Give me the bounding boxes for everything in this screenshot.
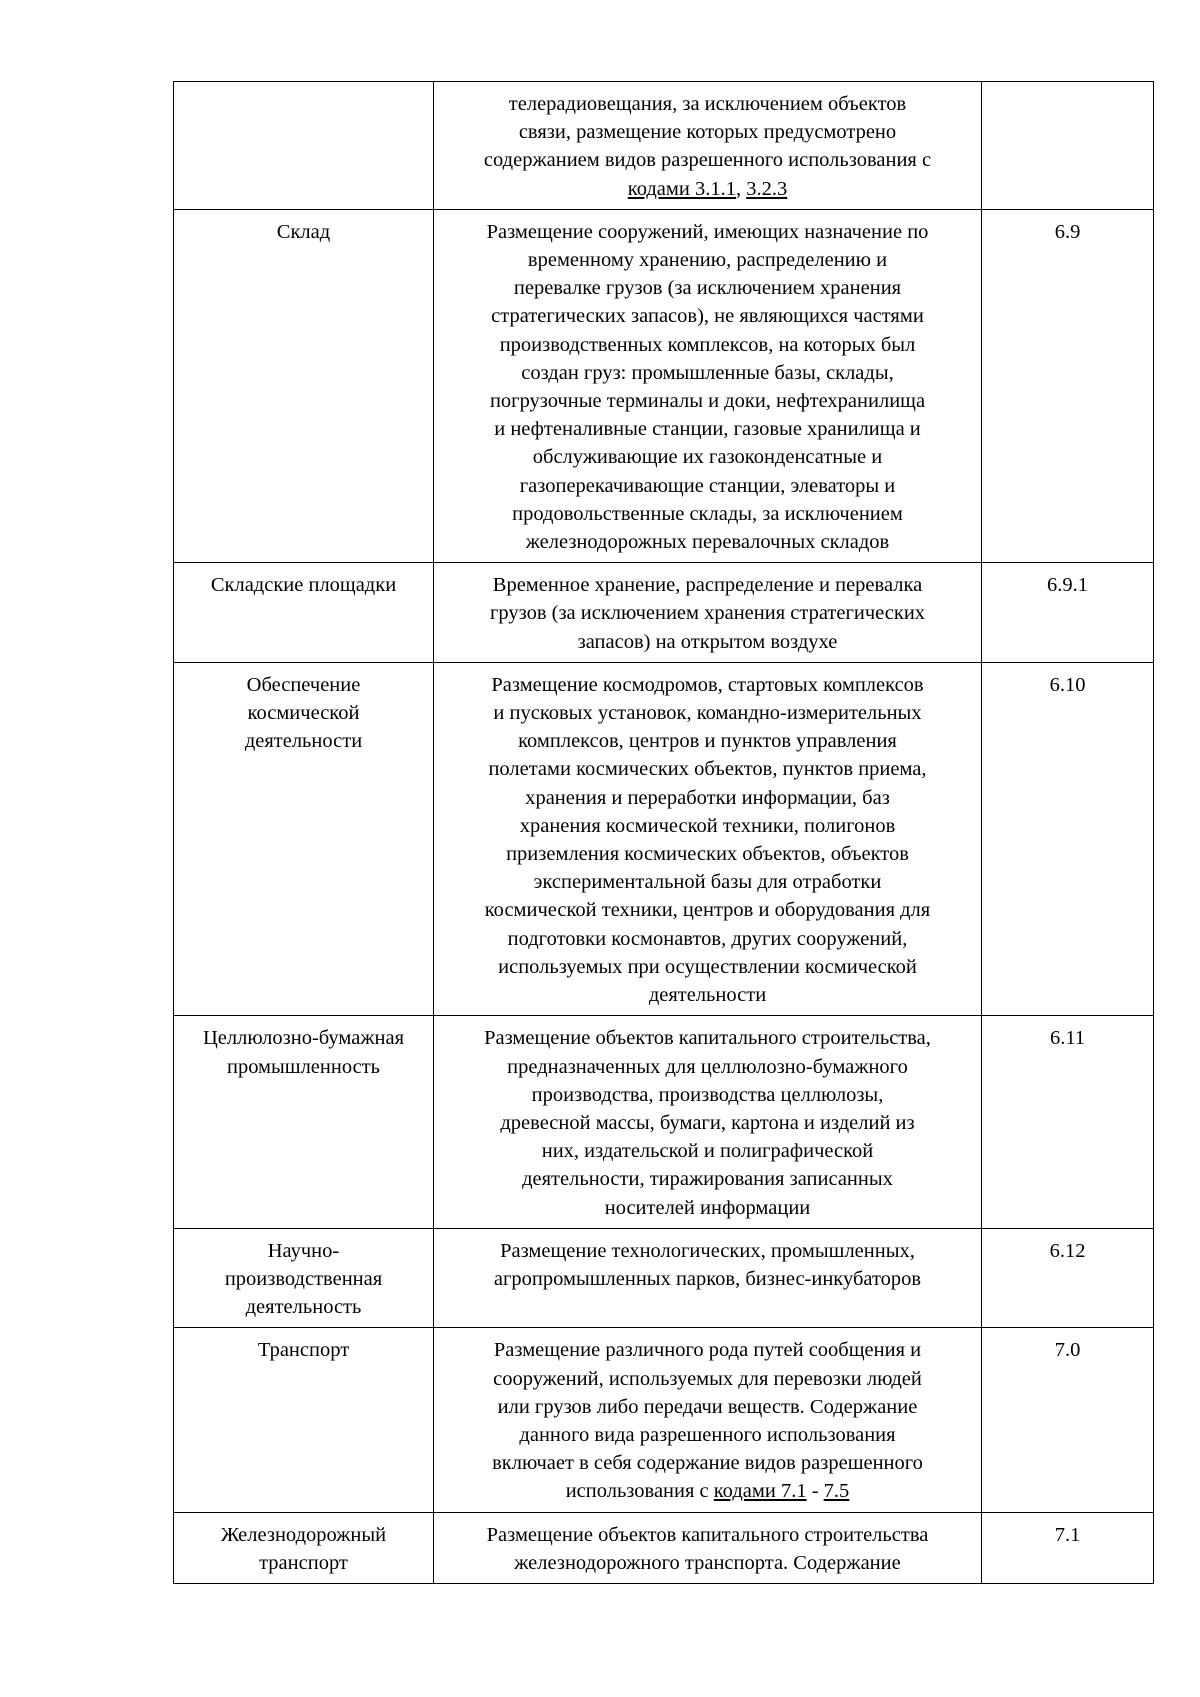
use-description-line: хранения и переработки информации, баз xyxy=(525,786,890,809)
link-prefix-text: использования с xyxy=(565,1480,714,1503)
use-code-value: 7.0 xyxy=(1054,1339,1081,1362)
land-use-table xyxy=(173,81,1154,1584)
use-description-line: или грузов либо передачи веществ. Содержание xyxy=(497,1395,918,1418)
use-description-line: создан груз: промышленные базы, склады, xyxy=(521,361,894,384)
use-type-name-line: Транспорт xyxy=(257,1339,350,1362)
use-description-line: деятельности xyxy=(648,984,767,1007)
use-code-cell xyxy=(982,662,1154,1015)
use-description-line: стратегических запасов), не являющихся частями xyxy=(491,305,924,328)
use-description-line: древесной массы, бумаги, картона и изделий из xyxy=(500,1111,915,1134)
use-code-cell xyxy=(982,1228,1154,1328)
use-description-line: Размещение сооружений, имеющих назначение по xyxy=(486,220,929,243)
use-description-line: Размещение объектов капитального строительства xyxy=(486,1523,929,1546)
use-description-line: Временное хранение, распределение и перевалка xyxy=(492,574,923,597)
use-type-name-cell xyxy=(174,563,434,663)
use-type-name-cell xyxy=(174,1228,434,1328)
use-description-line: Размещение технологических, промышленных, xyxy=(500,1239,915,1262)
use-description-line: носителей информации xyxy=(604,1196,811,1219)
use-description-line: запасов) на открытом воздухе xyxy=(577,630,838,653)
use-description-line-with-links xyxy=(438,1477,977,1505)
table-body xyxy=(174,82,1154,1584)
use-code-cell xyxy=(982,563,1154,663)
use-code-value: 6.9 xyxy=(1054,220,1081,243)
use-type-name-line: производственная xyxy=(224,1267,383,1290)
use-code-cell xyxy=(982,1328,1154,1512)
table-row xyxy=(174,1228,1154,1328)
table-row xyxy=(174,1016,1154,1228)
use-description-line: и пусковых установок, командно-измерительных xyxy=(493,702,922,725)
use-description-line: содержанием видов разрешенного использования с xyxy=(483,149,932,172)
table-row xyxy=(174,1328,1154,1512)
use-description-cell xyxy=(434,1016,982,1228)
use-description-line: и нефтеналивные станции, газовые хранилища и xyxy=(494,418,921,441)
use-description-line: них, издательской и полиграфической xyxy=(541,1140,874,1163)
use-description-line: временному хранению, распределению и xyxy=(527,249,888,272)
use-description-line: перевалке грузов (за исключением хранения xyxy=(513,277,902,300)
use-description-line: комплексов, центров и пунктов управления xyxy=(518,730,897,753)
link-separator-text: , xyxy=(735,177,747,200)
use-type-name-line: Склад xyxy=(276,220,331,243)
use-type-name-line: Складские площадки xyxy=(210,574,397,597)
use-code-cell xyxy=(982,1512,1154,1583)
code-reference-link[interactable]: кодами 7.1 xyxy=(713,1480,807,1503)
use-code-value: 6.9.1 xyxy=(1047,574,1088,597)
use-description-cell xyxy=(434,82,982,210)
use-code-cell xyxy=(982,209,1154,562)
use-description-line: железнодорожных перевалочных складов xyxy=(525,531,890,554)
use-code-value: 7.1 xyxy=(1054,1523,1081,1546)
code-reference-link[interactable]: 7.5 xyxy=(823,1480,850,1503)
use-description-line: космической техники, центров и оборудования для xyxy=(484,899,931,922)
code-reference-link[interactable]: кодами 3.1.1 xyxy=(627,177,736,200)
use-description-line: телерадиовещания, за исключением объектов xyxy=(508,93,907,115)
use-description-line: подготовки космонавтов, других сооружений, xyxy=(507,927,908,950)
table-row xyxy=(174,82,1154,210)
use-description-cell xyxy=(434,1228,982,1328)
use-description-line: данного вида разрешенного использования xyxy=(519,1423,896,1446)
use-description-line: погрузочные терминалы и доки, нефтехранилища xyxy=(489,390,926,413)
use-description-line: газоперекачивающие станции, элеваторы и xyxy=(519,474,896,497)
use-description-cell xyxy=(434,1512,982,1583)
use-description-line: экспериментальной базы для отработки xyxy=(533,871,882,894)
use-description-line: предназначенных для целлюлозно-бумажного xyxy=(507,1055,908,1078)
use-description-line: железнодорожного транспорта. Содержание xyxy=(514,1551,901,1574)
use-description-line: хранения космической техники, полигонов xyxy=(519,814,896,837)
use-type-name-cell xyxy=(174,1512,434,1583)
table-row xyxy=(174,662,1154,1015)
use-description-line: Размещение различного рода путей сообщения и xyxy=(493,1339,922,1362)
use-description-line: включает в себя содержание видов разрешенного xyxy=(492,1452,923,1475)
use-type-name-line: промышленность xyxy=(226,1055,381,1078)
use-description-line: агропромышленных парков, бизнес-инкубаторов xyxy=(493,1267,922,1290)
use-type-name-line: Целлюлозно-бумажная xyxy=(202,1027,405,1050)
table-row xyxy=(174,563,1154,663)
use-type-name-cell xyxy=(174,82,434,210)
link-separator-text: - xyxy=(806,1480,824,1503)
use-type-name-cell xyxy=(174,1016,434,1228)
use-description-line: продовольственные склады, за исключением xyxy=(512,502,903,525)
use-description-cell xyxy=(434,1328,982,1512)
use-description-line: Размещение космодромов, стартовых комплексов xyxy=(491,673,924,696)
use-description-line: приземления космических объектов, объектов xyxy=(506,843,909,866)
code-reference-link[interactable]: 3.2.3 xyxy=(746,177,788,200)
use-description-line: Размещение объектов капитального строительства, xyxy=(484,1027,931,1050)
use-type-name-line: космической xyxy=(247,702,360,725)
use-description-line: производства, производства целлюлозы, xyxy=(531,1083,884,1106)
use-description-line: производственных комплексов, на которых был xyxy=(499,333,916,356)
use-description-line: сооружений, используемых для перевозки людей xyxy=(493,1367,922,1390)
use-type-name-line: Обеспечение xyxy=(246,673,361,696)
table-row xyxy=(174,1512,1154,1583)
use-code-value: 6.12 xyxy=(1049,1239,1086,1262)
use-description-cell xyxy=(434,662,982,1015)
use-description-cell xyxy=(434,209,982,562)
use-type-name-line: деятельность xyxy=(245,1296,362,1319)
use-description-line: связи, размещение которых предусмотрено xyxy=(518,121,897,144)
use-description-line: используемых при осуществлении космической xyxy=(498,955,917,978)
use-description-line-with-links xyxy=(438,175,977,203)
use-type-name-cell xyxy=(174,1328,434,1512)
use-code-cell xyxy=(982,1016,1154,1228)
use-code-cell xyxy=(982,82,1154,210)
use-description-line: деятельности, тиражирования записанных xyxy=(522,1168,893,1191)
table-row xyxy=(174,209,1154,562)
use-code-value: 6.10 xyxy=(1049,673,1086,696)
use-description-line: обслуживающие их газоконденсатные и xyxy=(532,446,883,469)
use-code-value: 6.11 xyxy=(1049,1027,1086,1050)
use-description-line: полетами космических объектов, пунктов приема, xyxy=(488,758,927,781)
use-type-name-cell xyxy=(174,662,434,1015)
use-description-line: грузов (за исключением хранения стратегических xyxy=(489,602,926,625)
use-description-cell xyxy=(434,563,982,663)
use-type-name-cell xyxy=(174,209,434,562)
use-type-name-line: транспорт xyxy=(259,1551,348,1574)
use-type-name-line: деятельности xyxy=(244,730,363,753)
use-type-name-line: Научно- xyxy=(267,1239,340,1262)
use-type-name-line: Железнодорожный xyxy=(220,1523,387,1546)
